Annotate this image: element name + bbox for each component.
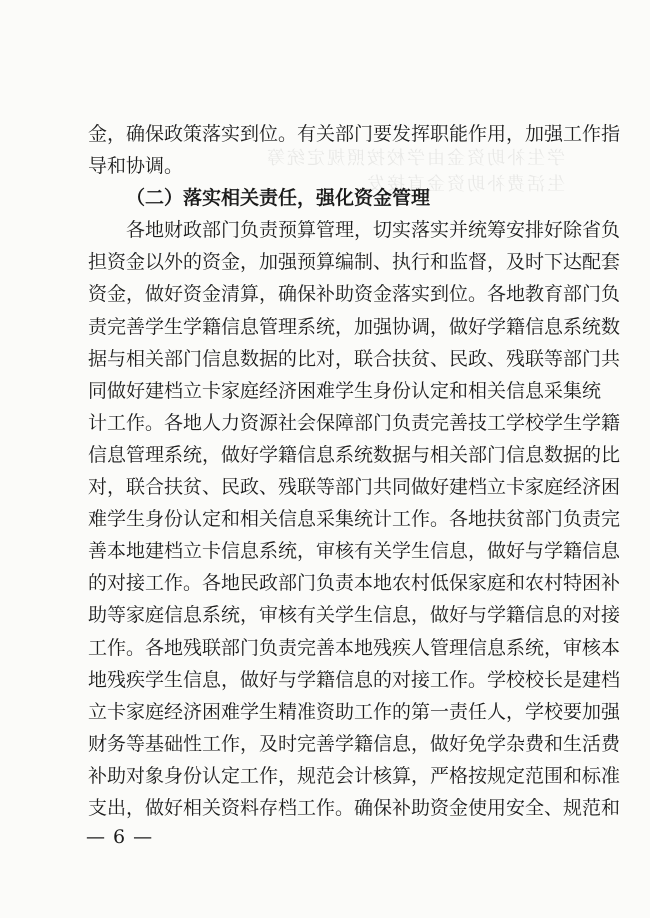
paragraph-line: 责完善学生学籍信息管理系统，加强协调，做好学籍信息系统数 [88, 315, 621, 338]
page-number: — 6 — [86, 826, 154, 848]
show-through-text: 学生补助资金由学校按照规定统筹 生活费补助资金直接发 [265, 148, 565, 195]
paragraph-line: 立卡家庭经济困难学生精准资助工作的第一责任人，学校要加强 [88, 700, 621, 723]
paragraph-line: 信息管理系统，做好学籍信息系统数据与相关部门信息数据的比 [88, 443, 621, 466]
paragraph-line: 助等家庭信息系统，审核有关学生信息，做好与学籍信息的对接 [88, 604, 621, 627]
paragraph-line: 对，联合扶贫、民政、残联等部门共同做好建档立卡家庭经济困 [88, 476, 621, 499]
paragraph-line: 资金，做好资金清算，确保补助资金落实到位。各地教育部门负 [88, 283, 621, 306]
section-heading: （二）落实相关责任，强化资金管理 [126, 187, 431, 210]
paragraph-line: 据与相关部门信息数据的比对，联合扶贫、民政、残联等部门共 [88, 347, 621, 370]
paragraph-line: 各地财政部门负责预算管理，切实落实并统筹安排好除省负 [126, 219, 621, 242]
paragraph-line: 地残疾学生信息，做好与学籍信息的对接工作。学校校长是建档 [88, 668, 621, 691]
paragraph-line: 工作。各地残联部门负责完善本地残疾人管理信息系统，审核本 [88, 636, 621, 659]
paragraph-line: 金，确保政策落实到位。有关部门要发挥职能作用，加强工作指 [88, 123, 621, 145]
paragraph-line: 的对接工作。各地民政部门负责本地农村低保家庭和农村特困补 [88, 572, 621, 595]
body-text [88, 118, 621, 824]
paragraph-line: 计工作。各地人力资源社会保障部门负责完善技工学校学生学籍 [88, 411, 621, 434]
paragraph-line: 财务等基础性工作，及时完善学籍信息，做好免学杂费和生活费 [88, 732, 621, 755]
paragraph-line: 支出，做好相关资料存档工作。确保补助资金使用安全、规范和 [88, 796, 621, 819]
paragraph-line: 导和协调。 [88, 155, 184, 178]
paragraph-line: 同做好建档立卡家庭经济困难学生身份认定和相关信息采集统 [88, 379, 602, 402]
paragraph-line: 难学生身份认定和相关信息采集统计工作。各地扶贫部门负责完 [88, 508, 621, 531]
paragraph-line: 补助对象身份认定工作，规范会计核算，严格按规定范围和标准 [88, 764, 621, 787]
paragraph-line: 担资金以外的资金，加强预算编制、执行和监督，及时下达配套 [88, 251, 621, 274]
paragraph-line: 善本地建档立卡信息系统，审核有关学生信息，做好与学籍信息 [88, 540, 621, 563]
